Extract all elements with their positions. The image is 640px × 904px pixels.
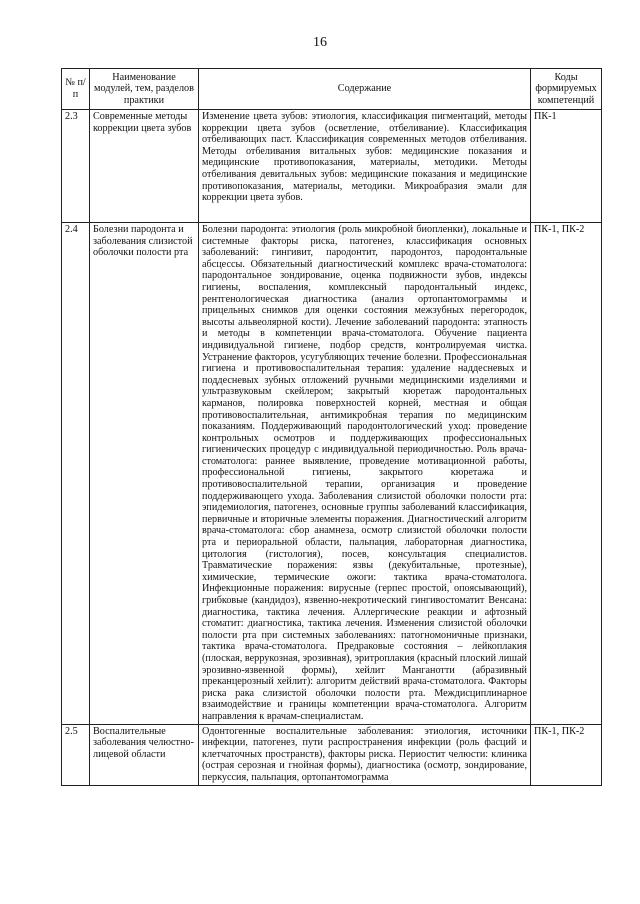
table-header-row (62, 69, 602, 110)
row-module: Воспалительные заболевания челюстно-лицевой области (90, 724, 199, 785)
row-codes: ПК-1, ПК-2 (531, 724, 602, 785)
row-module: Современные методы коррекции цвета зубов (90, 110, 199, 223)
header-module: Наименование модулей, тем, разделов практики (90, 69, 199, 110)
table-row (62, 110, 602, 223)
row-content: Изменение цвета зубов: этиология, классификация пигментаций, методы коррекции цвета зубов (осветление, отбеливание). Классификация отбеливающих паст. Классификация современных методов отбеливания. Методы отбеливания витальных зубов: медицинские показания и медицинские противопоказания, материалы, методики. Методы отбеливания девитальных зубов: медицинские показания и медицинские противопоказания, материалы, методики. Микроабразия эмали для коррекции цвета зубов. (199, 110, 531, 223)
row-content: Болезни пародонта: этиология (роль микробной биопленки), локальные и системные факторы риска, патогенез, классификация основных заболеваний: гингивит, пародонтит, пародонтоз, пародонтальные абсцессы. Обязательный диагностический комплекс врача-стоматолога: пародонтальное зондирование, оценка подвижности зубов, индексы гигиены, воспаления, комплексный пародонтальный индекс, рентгенологическая диагностика (анализ ортопантомограммы и прицельных снимков для оценки состояния межзубных перегородок, высоты альвеолярной кости). Лечение заболеваний пародонта: этапность и методы в компетенции врача-стоматолога. Обучение пациента индивидуальной гигиене, подбор средств, контролируемая чистка. Устранение факторов, усугубляющих течение болезни. Профессиональная гигиена и противовоспалительная терапия: удаление наддесневых и поддесневых зубных отложений ручными медицинскими изделиями и ультразвуковым скейлером; закрытый кюретаж пародонтальных карманов, полировка поверхностей корней, местная и общая противовоспалительная, антимикробная терапия по медицинским показаниям. Поддерживающий пародонтологический уход: проведение контрольных осмотров и поддерживающих профессиональных гигиенических процедур с индивидуальной периодичностью. Роль врача-стоматолога: раннее выявление, проведение мотивационной работы, профессиональной гигиены, закрытого кюретажа и противовоспалительной терапии, организация и проведение поддерживающего ухода. Заболевания слизистой оболочки полости рта: эпидемиология, патогенез, основные группы заболеваний классификация, первичные и вторичные элементы поражения. Диагностический алгоритм врача-стоматолога: сбор анамнеза, осмотр слизистой оболочки полости рта и периоральной области, пальпация, лабораторная диагностика, цитология (гистология), посев, консультация специалистов. Травматические поражения: язвы (декубитальные, протезные), химические, термические ожоги: тактика врача-стоматолога. Инфекционные поражения: вирусные (герпес простой, опоясывающий), грибковые (кандидоз), язвенно-некротический гингивостоматит Венсана: диагностика, тактика лечения. Аллергические реакции и афтозный стоматит: диагностика, тактика лечения. Изменения слизистой оболочки полости рта при системных заболеваниях: патогномоничные признаки, тактика врача-стоматолога. Предраковые состояния – лейкоплакия (плоская, веррукозная, эрозивная), эритроплакия (красный плоский лишай эрозивно-язвенной формы), хейлит Манганотти (абразивный преканцерозный хейлит): алгоритм действий врача-стоматолога. Факторы риска рака слизистой оболочки полости рта. Междисциплинарное взаимодействие и границы компетенции врача-стоматолога. Алгоритм направления к врачам-специалистам. (199, 223, 531, 725)
header-content: Содержание (199, 69, 531, 110)
table-row (62, 223, 602, 725)
curriculum-table (61, 68, 602, 786)
row-codes: ПК-1 (531, 110, 602, 223)
row-num: 2.4 (62, 223, 90, 725)
row-num: 2.5 (62, 724, 90, 785)
header-num: № п/п (62, 69, 90, 110)
row-module: Болезни пародонта и заболевания слизистой оболочки полости рта (90, 223, 199, 725)
row-codes: ПК-1, ПК-2 (531, 223, 602, 725)
row-content: Одонтогенные воспалительные заболевания: этиология, источники инфекции, патогенез, пути распространения инфекции (роль фасций и клетчаточных пространств), факторы риска. Периостит челюсти: клиника (острая серозная и гнойная формы), диагностика (осмотр, зондирование, перкуссия, пальпация, ортопантомограмма (199, 724, 531, 785)
page-number: 16 (313, 35, 327, 50)
header-codes: Коды формируемых компетенций (531, 69, 602, 110)
table-row (62, 724, 602, 785)
row-num: 2.3 (62, 110, 90, 223)
